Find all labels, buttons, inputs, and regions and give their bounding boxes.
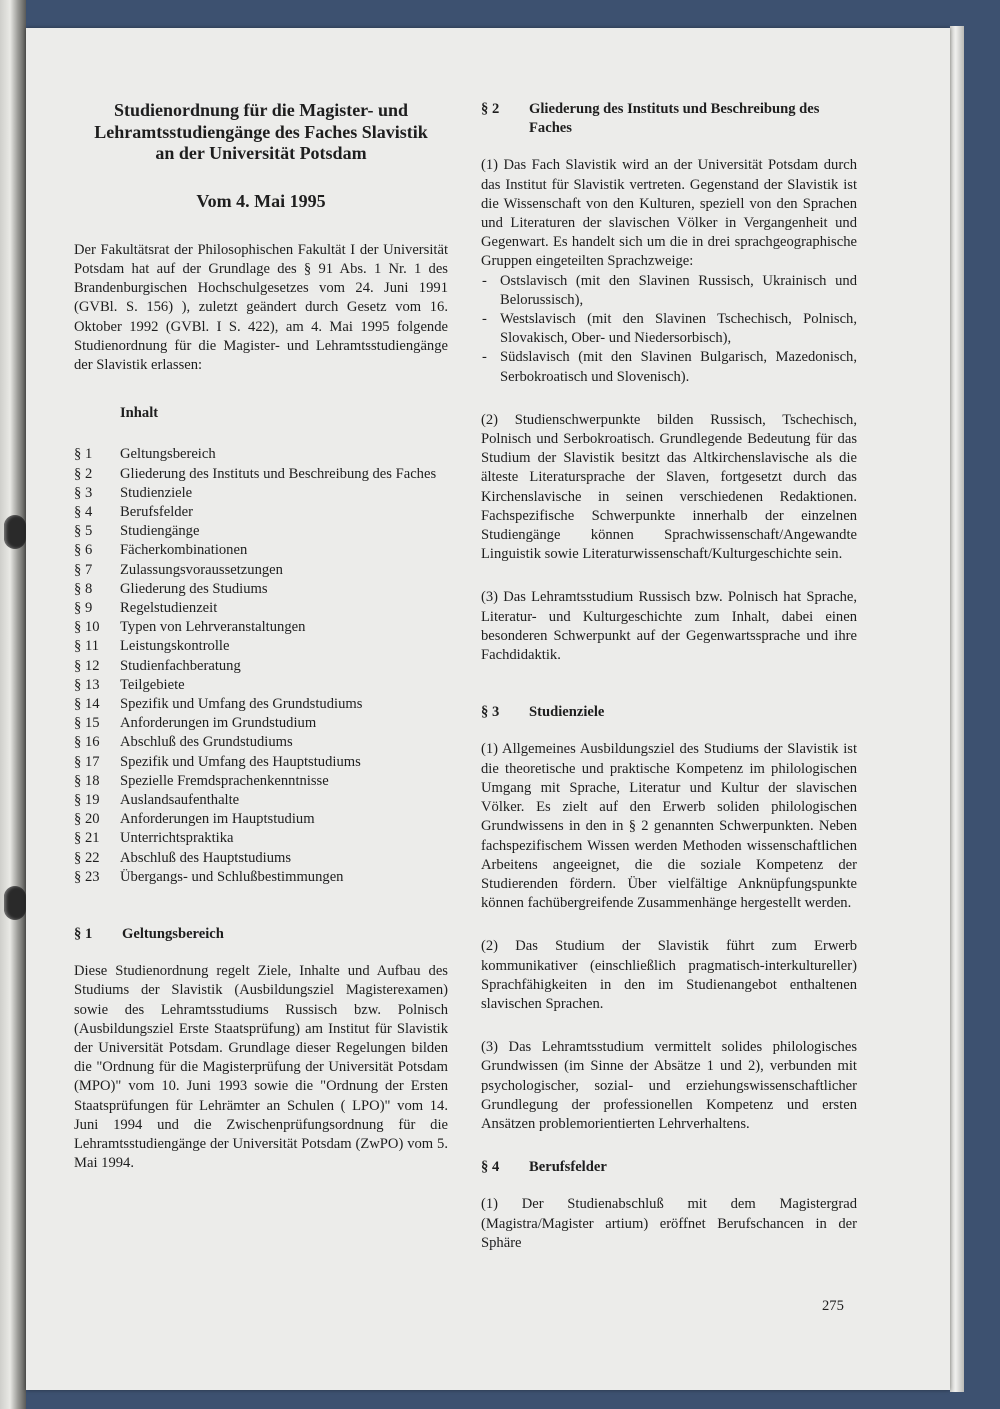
- section-title: Gliederung des Instituts und Beschreibung des Faches: [529, 101, 820, 137]
- title-line-3: an der Universität Potsdam: [155, 143, 367, 163]
- toc-item-title: Gliederung des Studiums: [120, 580, 268, 597]
- toc-item-title: Typen von Lehrveranstaltungen: [120, 619, 306, 636]
- toc-item-number: § 2: [74, 465, 93, 482]
- toc-item-title: Auslandsaufenthalte: [120, 791, 240, 808]
- binder-ring-bottom: [4, 886, 26, 920]
- section-3-paragraph-3: (3) Das Lehramtsstudium vermittelt solides philologisches Grundwissen (im Sinne der Absätze 1 und 2), verbunden mit psychologischer, sozial- und erziehungswissenschaftlicher Grundlegung der professionellen Kompetenz und ersten Ansätzen problemorientierten Lehrverhaltens.: [481, 1039, 857, 1132]
- toc-item-title: Regelstudienzeit: [120, 599, 218, 616]
- toc-item-title: Gliederung des Instituts und Beschreibung des Faches: [120, 465, 437, 482]
- preamble: Der Fakultätsrat der Philosophischen Fakultät I der Universität Potsdam hat auf der Grundlage des § 91 Abs. 1 Nr. 1 des Brandenburgischen Hochschulgesetzes vom 24. Juni 1991 (GVBl. S. 156) ), zuletzt geändert durch Gesetz vom 16. Oktober 1992 (GVBl. I S. 422), am 4. Mai 1995 folgende Studienordnung für die Magister- und Lehramtsstudiengänge der Slavistik erlassen:: [74, 241, 448, 373]
- binder-ring-top: [4, 515, 26, 549]
- toc-item-title: Berufsfelder: [120, 503, 193, 520]
- toc-item-title: Übergangs- und Schlußbestimmungen: [120, 868, 344, 885]
- toc-item-number: § 12: [74, 657, 100, 674]
- toc-item-title: Unterrichtspraktika: [120, 830, 234, 847]
- section-title: Studienziele: [529, 704, 605, 721]
- toc-item: [74, 676, 448, 695]
- toc-item-title: Abschluß des Hauptstudiums: [120, 849, 292, 866]
- toc-item: [74, 829, 448, 848]
- toc-item: [74, 772, 448, 791]
- language-branch-item: - Ostslavisch (mit den Slavinen Russisch, Ukrainisch und Belorussisch),: [481, 272, 857, 310]
- section-number: § 4: [481, 1159, 500, 1176]
- section-1-heading: [74, 925, 448, 944]
- toc-item-number: § 1: [74, 446, 93, 463]
- toc-item-title: Spezifik und Umfang des Hauptstudiums: [120, 753, 361, 770]
- page-edge-right: [950, 26, 964, 1392]
- toc-item-number: § 15: [74, 715, 100, 732]
- section-2-paragraph-2: (2) Studienschwerpunkte bilden Russisch, Tschechisch, Polnisch und Serbokroatisch. Grundlegende Bedeutung für das Studium der Slavistik besitzt das Altkirchenslavische als die älteste Literatursprache der Slaven, fortgesetzt durch das Kirchenslavische in seinen verschiedenen Redaktionen. Fachspezifische Schwerpunkte innerhalb der einzelnen Studiengänge können Sprachwissenschaft/Angewandte Linguistik sowie Literaturwissenschaft/Kulturgeschichte sein.: [481, 411, 857, 563]
- section-4-heading: [481, 1158, 857, 1177]
- section-3-paragraph-1: (1) Allgemeines Ausbildungsziel des Studiums der Slavistik ist die theoretische und praktische Kompetenz im philologischen Umgang mit Sprache, Literatur und Kultur der slavischen Völker. Es zielt auf den Erwerb soliden philologischen Grundwissens in den in § 2 genannten Schwerpunkten. Neben fachspezifischem Wissen werden Methoden wissenschaftlichen Arbeitens angeeignet, die die soziale Kompetenz der Studierenden fördern. Über vielfältige Anknüpfungspunkte können fachübergreifende Zusammenhänge hergestellt werden.: [481, 741, 857, 912]
- toc-item-title: Spezielle Fremdsprachenkenntnisse: [120, 772, 329, 789]
- toc-item-number: § 3: [74, 484, 93, 501]
- section-title: Geltungsbereich: [122, 926, 224, 942]
- toc-item-title: Anforderungen im Hauptstudium: [120, 811, 315, 828]
- toc-item: [74, 695, 448, 714]
- toc-item: [74, 657, 448, 676]
- language-branch-list: [481, 272, 857, 387]
- toc-item: [74, 810, 448, 829]
- toc-item: [74, 522, 448, 541]
- toc-item-number: § 21: [74, 830, 100, 847]
- language-branch-item: - Westslavisch (mit den Slavinen Tschechisch, Polnisch, Slovakisch, Ober- und Niedersorbisch),: [481, 310, 857, 348]
- toc-item-number: § 11: [74, 638, 99, 655]
- toc-item-number: § 20: [74, 811, 100, 828]
- toc-item: [74, 541, 448, 560]
- toc-item: [74, 599, 448, 618]
- toc-item-title: Fächerkombinationen: [120, 542, 248, 559]
- page-number: 275: [822, 1298, 844, 1314]
- toc-item: [74, 465, 448, 484]
- toc-item-title: Abschluß des Grundstudiums: [120, 734, 293, 751]
- table-of-contents: [74, 445, 448, 887]
- title-line-1: Studienordnung für die Magister- und: [113, 100, 409, 120]
- toc-item-title: Zulassungsvoraussetzungen: [120, 561, 283, 578]
- section-2-paragraph-3: (3) Das Lehramtsstudium Russisch bzw. Polnisch hat Sprache, Literatur- und Kulturgeschichte zum Inhalt, dabei einen besonderen Schwerpunkt auf der Gegenwartssprache und ihre Fachdidaktik.: [481, 589, 857, 664]
- document-title: [74, 100, 448, 165]
- toc-item-title: Spezifik und Umfang des Grundstudiums: [120, 695, 363, 712]
- toc-item-number: § 9: [74, 599, 93, 616]
- toc-heading: Inhalt: [120, 405, 159, 422]
- toc-item: [74, 580, 448, 599]
- right-column: [481, 100, 857, 1253]
- toc-item-number: § 8: [74, 580, 93, 597]
- section-number: § 1: [74, 926, 93, 942]
- language-branch-item: - Südslavisch (mit den Slavinen Bulgarisch, Mazedonisch, Serbokroatisch und Slovenisch).: [481, 348, 857, 386]
- toc-item-title: Leistungskontrolle: [120, 638, 230, 655]
- section-number: § 2: [481, 101, 500, 117]
- toc-item: [74, 753, 448, 772]
- toc-item-number: § 18: [74, 772, 100, 789]
- section-1-text: Diese Studienordnung regelt Ziele, Inhalte und Aufbau des Studiums der Slavistik (Ausbildungsziel Magisterexamen) sowie des Lehramtsstudiums Russisch bzw. Polnisch (Ausbildungsziel Erste Staatsprüfung) am Institut für Slavistik der Universität Potsdam. Grundlage dieser Regelungen bilden die "Ordnung für die Magisterprüfung der Universität Potsdam (MPO)" vom 10. Juni 1993 sowie die "Ordnung der Ersten Staatsprüfungen für Lehrämter an Schulen ( LPO)" vom 14. Juni 1994 und die Zwischenprüfungsordnung für die Lehramtsstudiengänge der Universität Potsdam (ZwPO) vom 5. Mai 1994.: [74, 963, 448, 1172]
- toc-item-number: § 6: [74, 542, 93, 559]
- toc-item-title: Studienziele: [120, 484, 193, 501]
- toc-item: [74, 561, 448, 580]
- toc-item-number: § 22: [74, 849, 100, 866]
- toc-item-number: § 14: [74, 695, 100, 712]
- toc-item: [74, 733, 448, 752]
- toc-item: [74, 503, 448, 522]
- toc-item: [74, 637, 448, 656]
- toc-item-number: § 13: [74, 676, 100, 693]
- toc-item: [74, 445, 448, 464]
- toc-item-title: Studienfachberatung: [120, 657, 241, 674]
- document-date: Vom 4. Mai 1995: [196, 190, 326, 211]
- section-2-heading: [481, 100, 857, 138]
- section-3-heading: [481, 703, 857, 722]
- toc-item: [74, 791, 448, 810]
- toc-item-title: Anforderungen im Grundstudium: [120, 715, 317, 732]
- section-3-paragraph-2: (2) Das Studium der Slavistik führt zum Erwerb kommunikativer (einschließlich pragmatisch-interkultureller) Sprachfähigkeiten in den im Studienangebot enthaltenen slavischen Sprachen.: [481, 938, 857, 1012]
- toc-item-number: § 10: [74, 619, 100, 636]
- toc-item-number: § 16: [74, 734, 100, 751]
- toc-item: [74, 868, 448, 887]
- toc-item-title: Studiengänge: [120, 523, 200, 540]
- toc-item-number: § 5: [74, 523, 93, 540]
- toc-item-number: § 19: [74, 791, 100, 808]
- toc-item-number: § 4: [74, 503, 93, 520]
- left-column: [74, 100, 448, 1173]
- section-title: Berufsfelder: [529, 1159, 607, 1176]
- section-4-paragraph-1: (1) Der Studienabschluß mit dem Magistergrad (Magistra/Magister artium) eröffnet Berufschancen in der Sphäre: [481, 1196, 857, 1251]
- toc-item-number: § 17: [74, 753, 100, 770]
- toc-item: [74, 484, 448, 503]
- toc-item: [74, 849, 448, 868]
- binder-spine-left: [0, 0, 26, 1409]
- toc-item-number: § 23: [74, 868, 100, 885]
- toc-item: [74, 618, 448, 637]
- toc-item-number: § 7: [74, 561, 93, 578]
- toc-item-title: Teilgebiete: [120, 676, 185, 693]
- title-line-2: Lehramtsstudiengänge des Faches Slavistik: [94, 121, 428, 142]
- section-2-paragraph-1: (1) Das Fach Slavistik wird an der Universität Potsdam durch das Institut für Slavistik vertreten. Gegenstand der Slavistik ist die Wissenschaft von den Kulturen, speziell von den Sprachen und Literaturen der slavischen Völker in Vergangenheit und Gegenwart. Es handelt sich um die in drei sprachgeographische Gruppen eingeteilten Sprachzweige:: [481, 157, 857, 270]
- section-number: § 3: [481, 704, 500, 721]
- toc-item: [74, 714, 448, 733]
- toc-item-title: Geltungsbereich: [120, 446, 216, 463]
